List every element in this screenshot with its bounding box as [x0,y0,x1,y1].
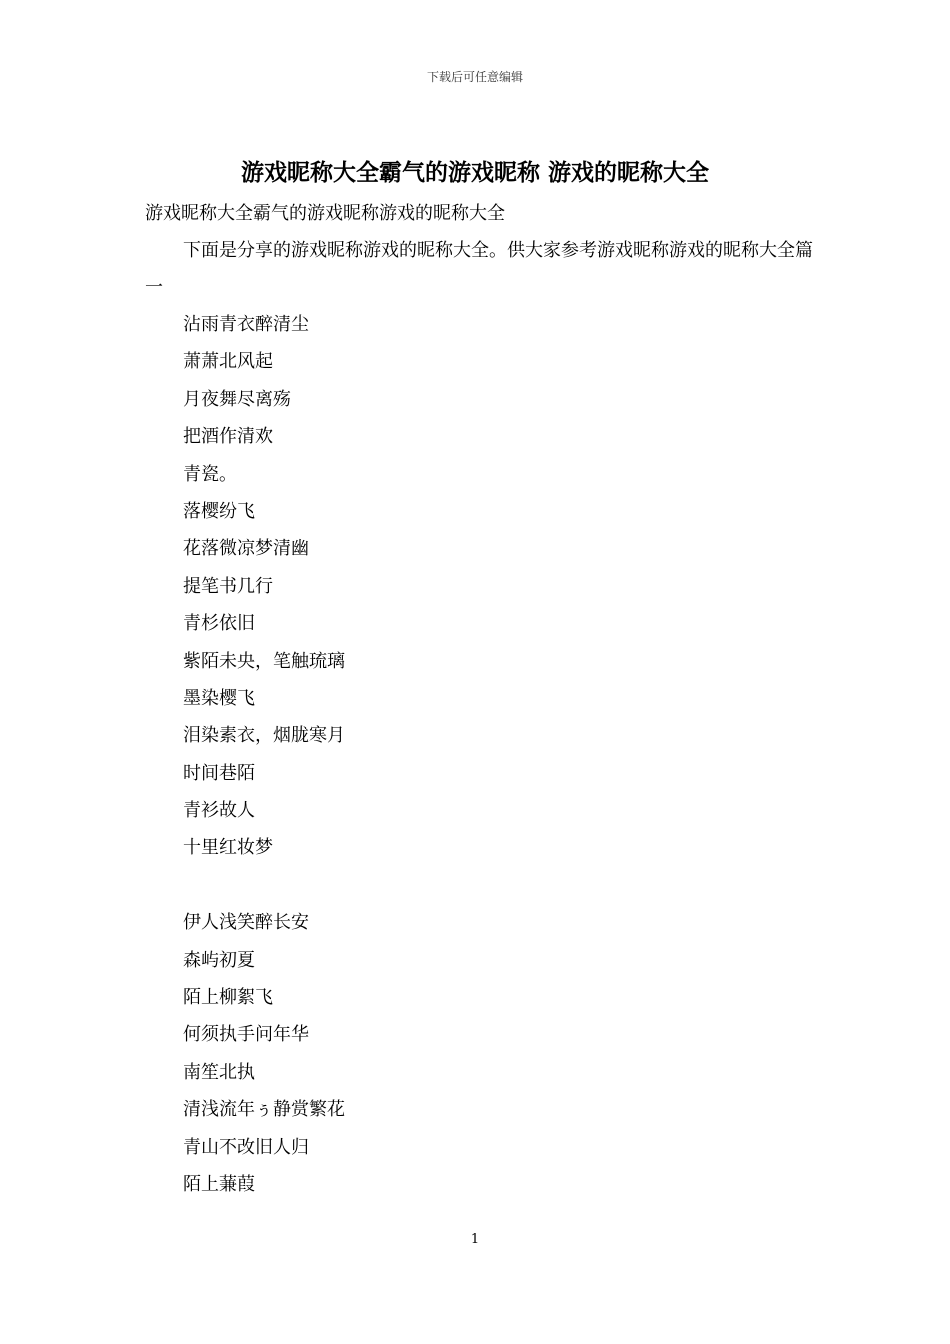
list-item: 紫陌未央，笔触琉璃 [183,650,345,672]
list-item: 青瓷。 [183,463,237,485]
list-item: 时间巷陌 [183,762,255,784]
list-item: 提笔书几行 [183,575,273,597]
list-item: 青杉依旧 [183,613,255,635]
intro-paragraph: 下面是分享的游戏昵称游戏的昵称大全。供大家参考游戏昵称游戏的昵称大全篇一 [145,240,813,299]
list-item: 陌上柳絮飞 [183,987,273,1009]
list-item: 何须执手问年华 [183,1024,309,1046]
list-item: 墨染樱飞 [183,687,255,709]
list-item: 把酒作清欢 [183,426,273,448]
list-item [183,867,345,904]
document-title: 游戏昵称大全霸气的游戏昵称 游戏的昵称大全 [240,159,709,186]
list-item: 青山不改旧人归 [183,1136,309,1158]
page-header: 下载后可任意编辑 [426,70,523,84]
list-item: 伊人浅笑醉长安 [183,912,309,934]
nickname-list [183,306,345,1203]
list-item: 月夜舞尽离殇 [183,388,291,410]
list-item: 花落微凉梦清幽 [183,538,309,560]
list-item: 森屿初夏 [183,949,255,971]
list-item: 青衫故人 [183,800,255,822]
list-item: 泪染素衣，烟胧寒月 [183,725,345,747]
list-item: 南笙北执 [183,1061,255,1083]
list-item: 陌上蒹葭 [183,1173,255,1195]
subtitle-paragraph: 游戏昵称大全霸气的游戏昵称游戏的昵称大全 [145,203,505,224]
list-item: 十里红妆梦 [183,837,273,859]
list-item: 落樱纷飞 [183,500,255,522]
list-item: 清浅流年ぅ静赏繁花 [183,1099,345,1121]
list-item: 萧萧北风起 [183,351,273,373]
list-item: 沾雨青衣醉清尘 [183,314,309,335]
page-number: 1 [470,1232,480,1247]
